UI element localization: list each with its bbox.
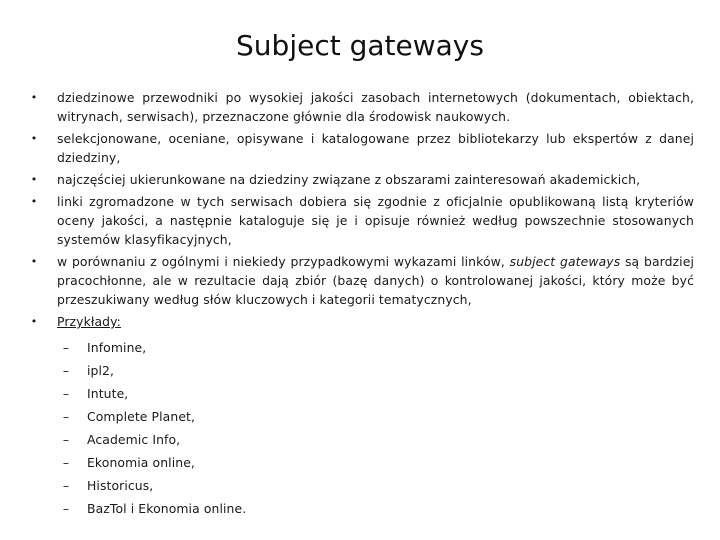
example-item — [57, 428, 694, 451]
bullet-item — [30, 312, 694, 520]
example-item — [57, 451, 694, 474]
comparison-text-end: są bardziej pracochłonne, ale w rezultacie dają zbiór (bazę danych) o kontrolowanej jakości, który może być przeszukiwany według słów kluczowych i kategorii tematycznych, — [57, 254, 694, 307]
bullet-icon: • — [30, 195, 38, 208]
bullet-item — [30, 129, 694, 167]
examples-list — [57, 336, 694, 520]
example-label: Infomine, — [87, 340, 147, 355]
slide-title: Subject gateways — [236, 29, 484, 62]
bullet-text-definition: dziedzinowe przewodniki po wysokiej jakości zasobach internetowych (dokumentach, obiektach, witrynach, serwisach), przeznaczone głównie dla środowisk naukowych. — [57, 90, 694, 124]
bullet-item — [30, 88, 694, 126]
bullet-text-comparison — [57, 254, 694, 307]
bullet-list — [30, 88, 694, 520]
bullet-icon: • — [30, 173, 38, 186]
comparison-text-emphasis: subject gateways — [509, 254, 621, 269]
dash-icon: – — [62, 478, 70, 493]
bullet-text-academic: najczęściej ukierunkowane na dziedziny związane z obszarami zainteresowań akademickich, — [57, 172, 641, 187]
bullet-item — [30, 192, 694, 249]
example-item — [57, 405, 694, 428]
example-item — [57, 474, 694, 497]
dash-icon: – — [62, 501, 70, 516]
slide-body — [30, 88, 694, 523]
bullet-item — [30, 170, 694, 189]
bullet-item — [30, 252, 694, 309]
dash-icon: – — [62, 386, 70, 401]
example-label: BazTol i Ekonomia online. — [87, 501, 247, 516]
dash-icon: – — [62, 432, 70, 447]
example-label: Historicus, — [87, 478, 154, 493]
comparison-text-start: w porównaniu z ogólnymi i niekiedy przypadkowymi wykazami linków, — [57, 254, 510, 269]
dash-icon: – — [62, 340, 70, 355]
example-label: Intute, — [87, 386, 129, 401]
dash-icon: – — [62, 455, 70, 470]
bullet-text-criteria: linki zgromadzone w tych serwisach dobiera się zgodnie z oficjalnie opublikowaną listą kryteriów oceny jakości, a następnie kataloguje się je i opisuje również według powszechnie stosowanych systemów klasyfikacyjnych, — [57, 194, 694, 247]
example-label: Complete Planet, — [87, 409, 196, 424]
example-label: ipl2, — [87, 363, 115, 378]
example-item — [57, 497, 694, 520]
example-item — [57, 336, 694, 359]
dash-icon: – — [62, 409, 70, 424]
bullet-icon: • — [30, 315, 38, 328]
example-label: Academic Info, — [87, 432, 181, 447]
example-label: Ekonomia online, — [87, 455, 195, 470]
bullet-text-selection: selekcjonowane, oceniane, opisywane i katalogowane przez bibliotekarzy lub ekspertów z danej dziedziny, — [57, 131, 694, 165]
example-item — [57, 359, 694, 382]
example-item — [57, 382, 694, 405]
bullet-icon: • — [30, 255, 38, 268]
bullet-icon: • — [30, 132, 38, 145]
dash-icon: – — [62, 363, 70, 378]
bullet-icon: • — [30, 91, 38, 104]
examples-heading: Przykłady: — [57, 314, 121, 329]
